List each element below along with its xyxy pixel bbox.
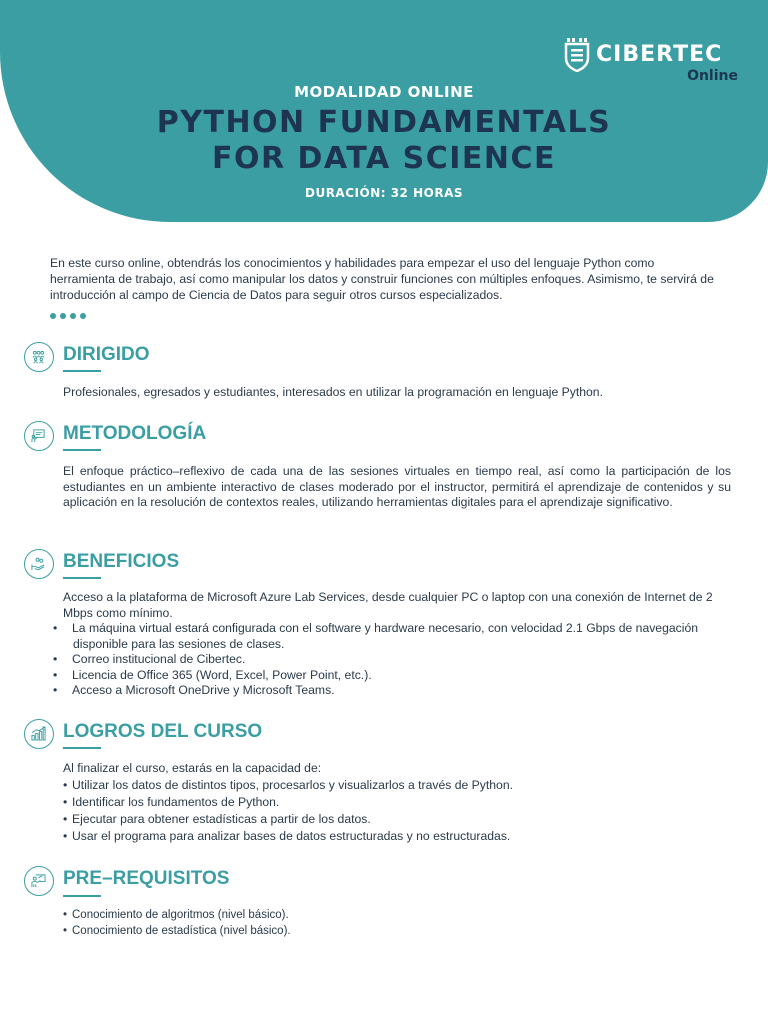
list-item: • Correo institucional de Cibertec. [53, 652, 246, 666]
dot [80, 313, 86, 319]
section-rule [63, 577, 101, 579]
hand-coins-icon [24, 549, 54, 579]
prerequisitos-list [63, 908, 731, 939]
section-title-dirigido: DIRIGIDO [63, 344, 150, 365]
dot [60, 313, 66, 319]
bullet: • [63, 812, 68, 826]
bullet: • [63, 924, 68, 937]
list-item: • Utilizar los datos de distintos tipos, procesarlos y visualizarlos a través de Python. [63, 778, 513, 792]
teacher-icon [24, 866, 54, 896]
decorative-dots [50, 313, 86, 319]
people-group-icon [24, 342, 54, 372]
section-body-logros [63, 760, 731, 845]
list-item: • Usar el programa para analizar bases de datos estructuradas y no estructuradas. [63, 829, 511, 843]
beneficios-list [53, 621, 731, 699]
list-item: • Conocimiento de estadística (nivel básico). [63, 924, 731, 940]
section-body-metodologia: El enfoque práctico–reflexivo de cada una de las sesiones virtuales en tiempo real, así como la participación de los estudiantes en un ambiente interactivo de clases moderado por el instructor, permitirá el aprendizaje de contenidos y su aplicación en la resolución de contextos reales, utilizando herramientas digitales para el aprendizaje significativo. [63, 464, 731, 509]
list-item: • Licencia de Office 365 (Word, Excel, Power Point, etc.). [53, 667, 372, 682]
logros-list [63, 777, 731, 845]
course-title-line-1: PYTHON FUNDAMENTALS [156, 105, 612, 140]
duration-label: DURACIÓN: 32 HORAS [304, 186, 463, 200]
bullet: • [53, 621, 58, 635]
modality-label: MODALIDAD ONLINE [294, 83, 474, 101]
section-title-beneficios: BENEFICIOS [63, 551, 180, 572]
dot [70, 313, 76, 319]
course-title [0, 105, 768, 177]
presentation-board-icon [24, 421, 54, 451]
bullet: • [53, 683, 58, 697]
bullet: • [53, 652, 58, 666]
list-item: • Identificar los fundamentos de Python. [63, 795, 280, 809]
section-title-metodologia: METODOLOGÍA [63, 423, 207, 444]
intro-paragraph: En este curso online, obtendrás los conocimientos y habilidades para empezar el uso del lenguaje Python como herramienta de trabajo, así como manipular los datos y construir funciones con múltiples enfoques. Asimismo, te servirá de introducción al campo de Ciencia de Datos para seguir otros cursos especializados. [50, 256, 714, 302]
bullet: • [63, 829, 68, 843]
section-title-prerequisitos: PRE–REQUISITOS [63, 868, 230, 889]
section-body-prerequisitos [63, 908, 731, 939]
section-rule [63, 449, 101, 451]
list-item: • Ejecutar para obtener estadísticas a partir de los datos. [63, 812, 371, 826]
section-rule [63, 747, 101, 749]
logo-subtitle: Online [687, 68, 738, 84]
bullet: • [63, 795, 68, 809]
beneficios-intro: Acceso a la plataforma de Microsoft Azure Lab Services, desde cualquier PC o laptop con una conexión de Internet de 2 Mbps como mínimo. [63, 590, 713, 620]
growth-chart-icon [24, 719, 54, 749]
bullet: • [53, 667, 58, 682]
logros-intro: Al finalizar el curso, estarás en la capacidad de: [63, 761, 322, 775]
bullet: • [63, 778, 68, 792]
section-rule [63, 895, 101, 897]
course-title-line-2: FOR DATA SCIENCE [211, 141, 557, 176]
header-banner [0, 0, 768, 222]
logo-name: CIBERTEC [596, 42, 723, 67]
list-item: • Conocimiento de algoritmos (nivel básico). [63, 908, 731, 924]
section-body-beneficios [53, 590, 731, 699]
list-item: • La máquina virtual estará configurada con el software y hardware necesario, con velocidad 2.1 Gbps de navegación disponible para las sesiones de clases. [53, 621, 699, 651]
cibertec-logo [558, 38, 738, 88]
section-rule [63, 370, 101, 372]
shield-icon [564, 38, 590, 72]
bullet: • [63, 909, 68, 921]
section-body-dirigido: Profesionales, egresados y estudiantes, interesados en utilizar la programación en lenguaje Python. [63, 385, 603, 399]
dot [50, 313, 56, 319]
section-title-logros: LOGROS DEL CURSO [63, 721, 263, 742]
list-item: • Acceso a Microsoft OneDrive y Microsoft Teams. [53, 683, 335, 697]
